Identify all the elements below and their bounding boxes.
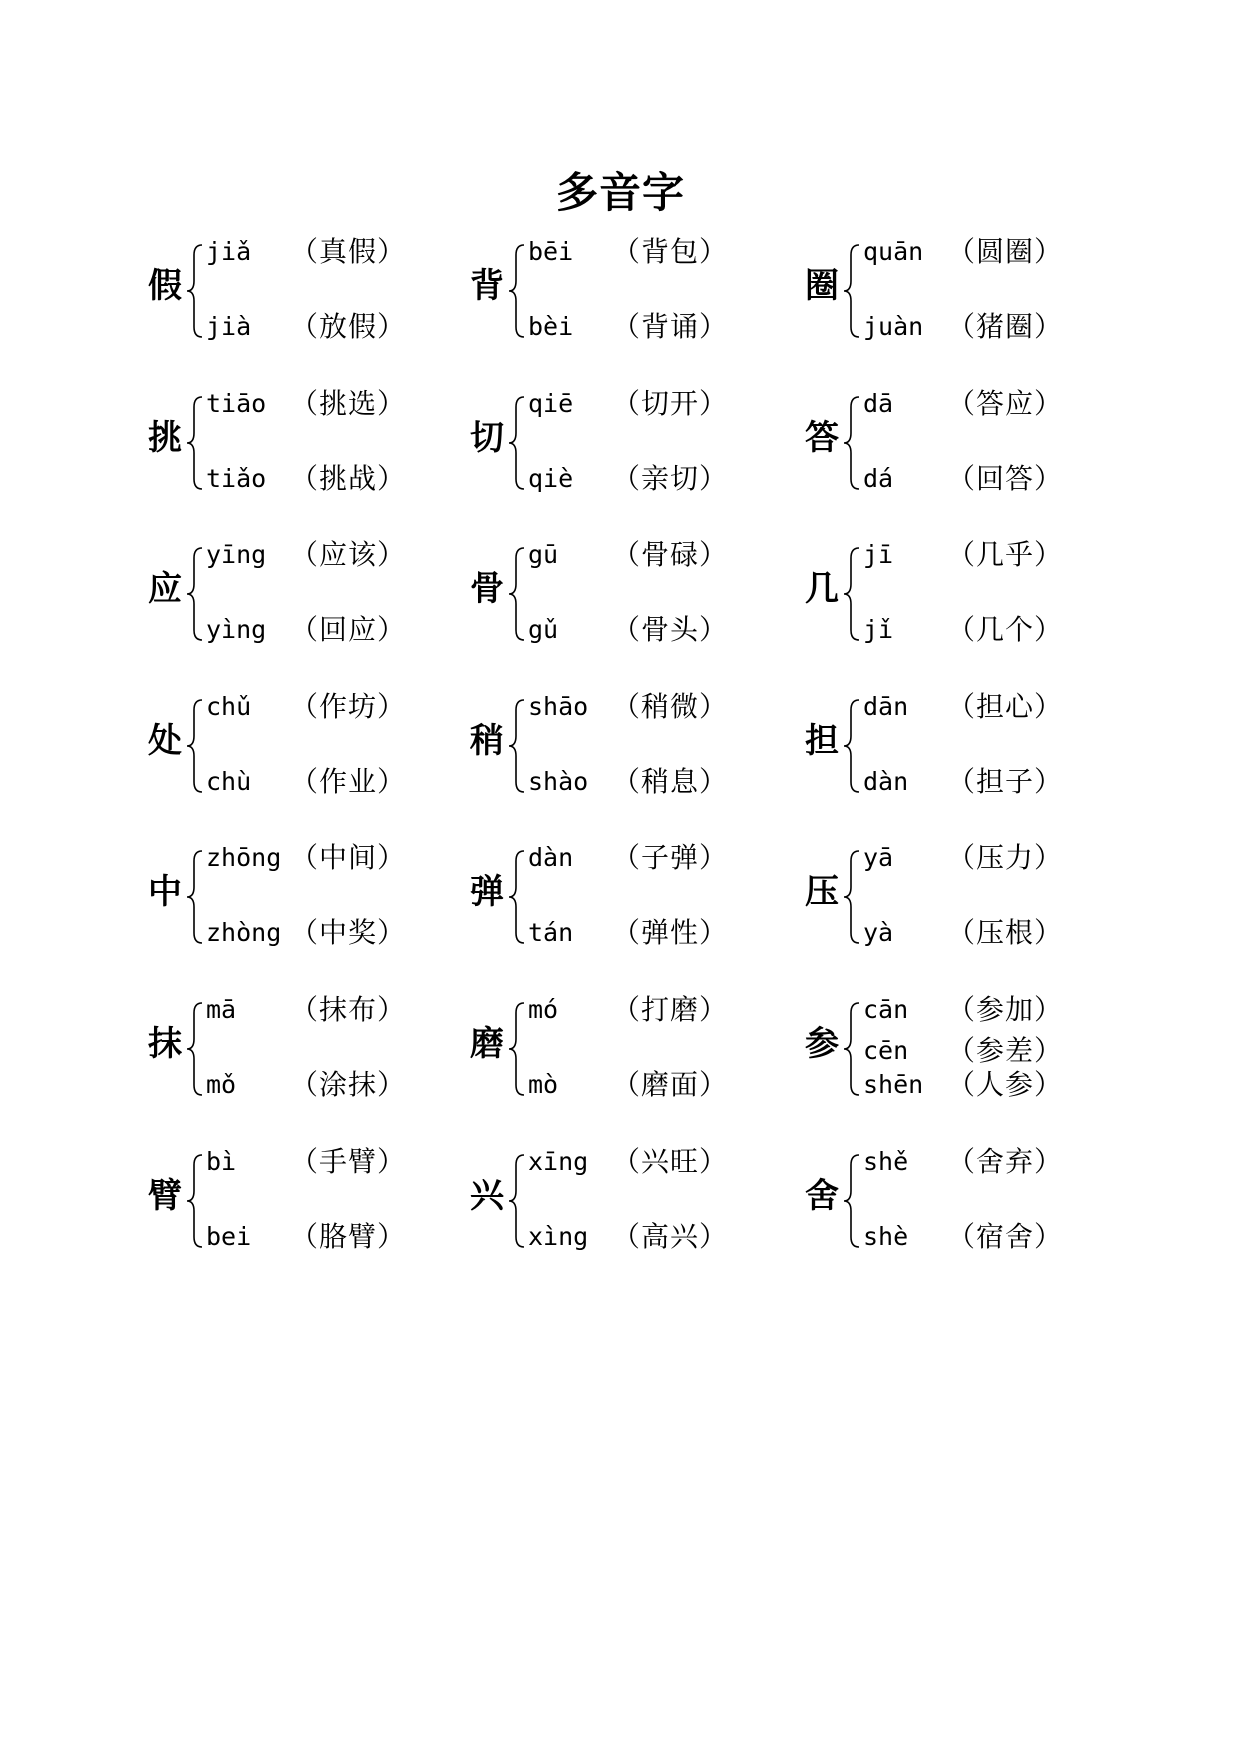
- reading-line: [206, 310, 486, 344]
- pinyin-text: zhōng: [206, 843, 282, 872]
- pinyin-text: mǒ: [206, 1070, 237, 1099]
- pinyin-text: shāo: [528, 692, 589, 721]
- polyphone-entry: [470, 538, 800, 648]
- pinyin-text: qiē: [528, 389, 574, 418]
- curly-brace-icon: [843, 698, 861, 794]
- reading-line: [528, 916, 808, 950]
- example-word: （宿舍）: [947, 1220, 1064, 1253]
- curly-brace-icon: [843, 1001, 861, 1097]
- example-word: （涂抹）: [290, 1068, 407, 1101]
- example-word: （答应）: [947, 387, 1064, 420]
- curly-brace-icon: [186, 546, 204, 642]
- polyphone-entry: [805, 993, 1135, 1103]
- reading-line: [206, 916, 486, 950]
- polyphone-entry: [148, 690, 478, 800]
- example-word: （中奖）: [290, 916, 407, 949]
- pinyin-text: shè: [863, 1222, 909, 1251]
- example-word: （压根）: [947, 916, 1064, 949]
- example-word: （担子）: [947, 765, 1064, 798]
- curly-brace-icon: [843, 546, 861, 642]
- pinyin-text: cān: [863, 995, 909, 1024]
- polyphone-entry: [148, 841, 478, 951]
- pinyin-text: yìng: [206, 615, 267, 644]
- reading-line: [528, 1220, 808, 1254]
- polyphone-character: 磨: [470, 1024, 504, 1064]
- example-word: （骨头）: [612, 613, 729, 646]
- example-word: （稍微）: [612, 690, 729, 723]
- reading-line: [528, 993, 808, 1027]
- curly-brace-icon: [508, 546, 526, 642]
- pinyin-text: jǐ: [863, 615, 894, 644]
- reading-line: [206, 1068, 486, 1102]
- reading-line: [863, 1145, 1143, 1179]
- polyphone-character: 舍: [805, 1176, 839, 1216]
- pinyin-text: xìng: [528, 1222, 589, 1251]
- reading-line: [863, 690, 1143, 724]
- pinyin-text: dàn: [528, 843, 574, 872]
- pinyin-text: tán: [528, 918, 574, 947]
- reading-line: [528, 462, 808, 496]
- example-word: （回答）: [947, 462, 1064, 495]
- pinyin-text: dàn: [863, 767, 909, 796]
- reading-line: [863, 310, 1143, 344]
- polyphone-character: 背: [470, 266, 504, 306]
- pinyin-text: mā: [206, 995, 237, 1024]
- pinyin-text: xīng: [528, 1147, 589, 1176]
- curly-brace-icon: [186, 1001, 204, 1097]
- reading-line: [206, 462, 486, 496]
- example-word: （高兴）: [612, 1220, 729, 1253]
- pinyin-text: mò: [528, 1070, 559, 1099]
- reading-line: [206, 765, 486, 799]
- pinyin-text: bēi: [528, 237, 574, 266]
- pinyin-text: yīng: [206, 540, 267, 569]
- pinyin-text: yà: [863, 918, 894, 947]
- example-word: （弹性）: [612, 916, 729, 949]
- pinyin-text: qiè: [528, 464, 574, 493]
- polyphone-entry: [470, 387, 800, 497]
- curly-brace-icon: [843, 395, 861, 491]
- page-title: 多音字: [555, 168, 685, 217]
- reading-line: [528, 1068, 808, 1102]
- pinyin-text: bì: [206, 1147, 237, 1176]
- example-word: （兴旺）: [612, 1145, 729, 1178]
- pinyin-text: juàn: [863, 312, 924, 341]
- example-word: （背诵）: [612, 310, 729, 343]
- polyphone-character: 切: [470, 418, 504, 458]
- polyphone-entry: [470, 841, 800, 951]
- pinyin-text: chù: [206, 767, 252, 796]
- example-word: （作坊）: [290, 690, 407, 723]
- example-word: （打磨）: [612, 993, 729, 1026]
- pinyin-text: dá: [863, 464, 894, 493]
- pinyin-text: jià: [206, 312, 252, 341]
- reading-line: [206, 841, 486, 875]
- example-word: （舍弃）: [947, 1145, 1064, 1178]
- reading-line: [863, 765, 1143, 799]
- reading-line: [206, 993, 486, 1027]
- reading-line: [528, 1145, 808, 1179]
- pinyin-text: shě: [863, 1147, 909, 1176]
- polyphone-entry: [148, 1145, 478, 1255]
- polyphone-character: 几: [805, 569, 839, 609]
- pinyin-text: gū: [528, 540, 559, 569]
- example-word: （亲切）: [612, 462, 729, 495]
- polyphone-character: 骨: [470, 569, 504, 609]
- reading-line: [863, 1220, 1143, 1254]
- example-word: （担心）: [947, 690, 1064, 723]
- example-word: （回应）: [290, 613, 407, 646]
- pinyin-text: yā: [863, 843, 894, 872]
- example-word: （磨面）: [612, 1068, 729, 1101]
- example-word: （胳臂）: [290, 1220, 407, 1253]
- reading-line: [863, 538, 1143, 572]
- reading-line: [863, 1068, 1143, 1102]
- pinyin-text: quān: [863, 237, 924, 266]
- pinyin-text: mó: [528, 995, 559, 1024]
- polyphone-entry: [148, 387, 478, 497]
- polyphone-character: 中: [148, 872, 182, 912]
- polyphone-entry: [148, 538, 478, 648]
- polyphone-entry: [805, 690, 1135, 800]
- example-word: （放假）: [290, 310, 407, 343]
- polyphone-entry: [805, 235, 1135, 345]
- reading-line: [206, 538, 486, 572]
- example-word: （子弹）: [612, 841, 729, 874]
- example-word: （圆圈）: [947, 235, 1064, 268]
- polyphone-character: 挑: [148, 418, 182, 458]
- example-word: （真假）: [290, 235, 407, 268]
- reading-line: [528, 387, 808, 421]
- example-word: （挑选）: [290, 387, 407, 420]
- reading-line: [863, 993, 1143, 1027]
- polyphone-character: 臂: [148, 1176, 182, 1216]
- pinyin-text: chǔ: [206, 692, 252, 721]
- curly-brace-icon: [186, 1153, 204, 1249]
- reading-line: [528, 310, 808, 344]
- curly-brace-icon: [508, 698, 526, 794]
- example-word: （人参）: [947, 1068, 1064, 1101]
- polyphone-character: 弹: [470, 872, 504, 912]
- pinyin-text: tiǎo: [206, 464, 267, 493]
- example-word: （几乎）: [947, 538, 1064, 571]
- polyphone-entry: [805, 841, 1135, 951]
- reading-line: [528, 765, 808, 799]
- example-word: （作业）: [290, 765, 407, 798]
- curly-brace-icon: [508, 395, 526, 491]
- example-word: （背包）: [612, 235, 729, 268]
- example-word: （几个）: [947, 613, 1064, 646]
- polyphone-character: 应: [148, 569, 182, 609]
- curly-brace-icon: [186, 849, 204, 945]
- reading-line: [863, 916, 1143, 950]
- curly-brace-icon: [508, 849, 526, 945]
- reading-line: [863, 1034, 1143, 1068]
- pinyin-text: jī: [863, 540, 894, 569]
- polyphone-entry: [470, 235, 800, 345]
- reading-line: [528, 841, 808, 875]
- example-word: （骨碌）: [612, 538, 729, 571]
- polyphone-entry: [470, 1145, 800, 1255]
- example-word: （手臂）: [290, 1145, 407, 1178]
- example-word: （切开）: [612, 387, 729, 420]
- pinyin-text: dān: [863, 692, 909, 721]
- reading-line: [206, 235, 486, 269]
- pinyin-text: cēn: [863, 1036, 909, 1065]
- pinyin-text: shào: [528, 767, 589, 796]
- polyphone-character: 稍: [470, 721, 504, 761]
- polyphone-character: 兴: [470, 1176, 504, 1216]
- pinyin-text: tiāo: [206, 389, 267, 418]
- polyphone-entry: [148, 235, 478, 345]
- example-word: （猪圈）: [947, 310, 1064, 343]
- polyphone-character: 处: [148, 721, 182, 761]
- polyphone-entry: [805, 387, 1135, 497]
- reading-line: [206, 613, 486, 647]
- curly-brace-icon: [186, 243, 204, 339]
- reading-line: [863, 462, 1143, 496]
- curly-brace-icon: [186, 698, 204, 794]
- example-word: （抹布）: [290, 993, 407, 1026]
- pinyin-text: shēn: [863, 1070, 924, 1099]
- reading-line: [528, 235, 808, 269]
- example-word: （压力）: [947, 841, 1064, 874]
- reading-line: [528, 613, 808, 647]
- polyphone-entry: [148, 993, 478, 1103]
- pinyin-text: zhòng: [206, 918, 282, 947]
- reading-line: [206, 690, 486, 724]
- reading-line: [206, 1145, 486, 1179]
- example-word: （挑战）: [290, 462, 407, 495]
- polyphone-character: 圈: [805, 266, 839, 306]
- example-word: （中间）: [290, 841, 407, 874]
- pinyin-text: dā: [863, 389, 894, 418]
- polyphone-character: 答: [805, 418, 839, 458]
- pinyin-text: jiǎ: [206, 237, 252, 266]
- polyphone-entry: [470, 993, 800, 1103]
- reading-line: [863, 613, 1143, 647]
- pinyin-text: bei: [206, 1222, 252, 1251]
- pinyin-text: gǔ: [528, 615, 559, 644]
- example-word: （应该）: [290, 538, 407, 571]
- reading-line: [863, 841, 1143, 875]
- example-word: （参加）: [947, 993, 1064, 1026]
- polyphone-character: 假: [148, 266, 182, 306]
- polyphone-entry: [805, 1145, 1135, 1255]
- curly-brace-icon: [508, 1001, 526, 1097]
- curly-brace-icon: [186, 395, 204, 491]
- curly-brace-icon: [843, 1153, 861, 1249]
- reading-line: [863, 235, 1143, 269]
- reading-line: [528, 690, 808, 724]
- reading-line: [863, 387, 1143, 421]
- polyphone-character: 担: [805, 721, 839, 761]
- polyphone-character: 参: [805, 1024, 839, 1064]
- example-word: （稍息）: [612, 765, 729, 798]
- curly-brace-icon: [843, 849, 861, 945]
- curly-brace-icon: [508, 243, 526, 339]
- polyphone-entry: [805, 538, 1135, 648]
- reading-line: [206, 1220, 486, 1254]
- polyphone-character: 压: [805, 872, 839, 912]
- reading-line: [206, 387, 486, 421]
- polyphone-entry: [470, 690, 800, 800]
- curly-brace-icon: [508, 1153, 526, 1249]
- reading-line: [528, 538, 808, 572]
- pinyin-text: bèi: [528, 312, 574, 341]
- curly-brace-icon: [843, 243, 861, 339]
- polyphone-character: 抹: [148, 1024, 182, 1064]
- example-word: （参差）: [947, 1034, 1064, 1067]
